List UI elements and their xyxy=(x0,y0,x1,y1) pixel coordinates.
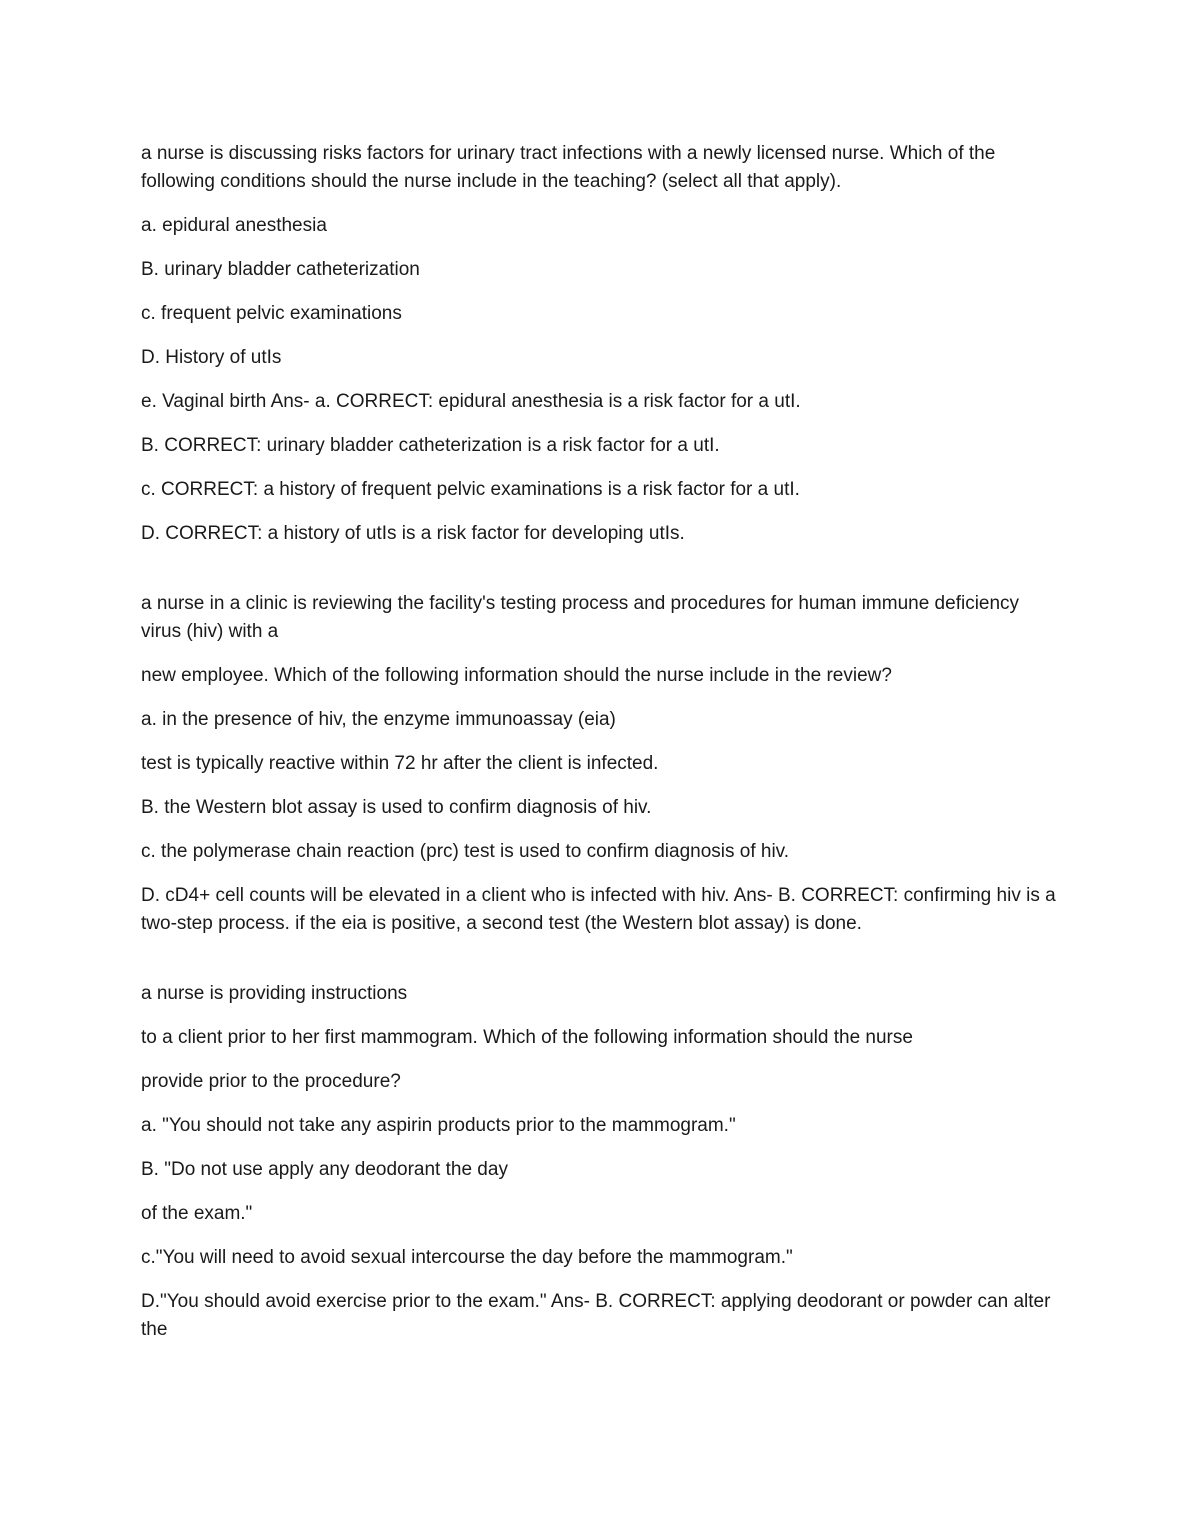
question-2-option-c: c. the polymerase chain reaction (prc) test is used to confirm diagnosis of hiv. xyxy=(141,841,790,862)
question-3-stem-end: provide prior to the procedure? xyxy=(141,1071,401,1092)
question-1-rationale-d: D. CORRECT: a history of utIs is a risk factor for developing utIs. xyxy=(141,523,685,544)
question-3-option-b: B. "Do not use apply any deodorant the day xyxy=(141,1159,508,1180)
question-2-option-a: a. in the presence of hiv, the enzyme immunoassay (eia) xyxy=(141,709,616,730)
question-2-stem: a nurse in a clinic is reviewing the facility's testing process and procedures for human immune deficiency virus (hiv) with a xyxy=(141,593,1020,642)
question-1-option-a: a. epidural anesthesia xyxy=(141,215,327,236)
question-2-option-a-continued: test is typically reactive within 72 hr after the client is infected. xyxy=(141,753,659,774)
question-3-option-c: c."You will need to avoid sexual intercourse the day before the mammogram." xyxy=(141,1247,793,1268)
question-1-option-e-answer: e. Vaginal birth Ans- a. CORRECT: epidural anesthesia is a risk factor for a utI. xyxy=(141,391,801,412)
question-3-option-a: a. "You should not take any aspirin products prior to the mammogram." xyxy=(141,1115,736,1136)
question-1 xyxy=(141,140,1056,548)
question-3-stem: a nurse is providing instructions xyxy=(141,983,408,1004)
question-3 xyxy=(141,980,1056,1344)
question-3-option-b-continued: of the exam." xyxy=(141,1203,253,1224)
question-1-rationale-c: c. CORRECT: a history of frequent pelvic examinations is a risk factor for a utI. xyxy=(141,479,800,500)
question-2-stem-continued: new employee. Which of the following information should the nurse include in the review? xyxy=(141,665,892,686)
question-1-stem: a nurse is discussing risks factors for urinary tract infections with a newly licensed nurse. Which of the following conditions should the nurse include in the teaching? (select all that apply). xyxy=(141,143,996,192)
question-2-option-b: B. the Western blot assay is used to confirm diagnosis of hiv. xyxy=(141,797,652,818)
question-1-option-b: B. urinary bladder catheterization xyxy=(141,259,420,280)
document-body xyxy=(141,140,1056,1360)
question-1-option-d: D. History of utIs xyxy=(141,347,282,368)
question-2-option-d-answer: D. cD4+ cell counts will be elevated in a client who is infected with hiv. Ans- B. CORRECT: confirming hiv is a two-step process. if the eia is positive, a second test (the Western blot assay) is done. xyxy=(141,885,1056,934)
question-3-stem-continued: to a client prior to her first mammogram. Which of the following information should the nurse xyxy=(141,1027,913,1048)
question-2 xyxy=(141,590,1056,938)
question-1-option-c: c. frequent pelvic examinations xyxy=(141,303,402,324)
question-1-rationale-b: B. CORRECT: urinary bladder catheterization is a risk factor for a utI. xyxy=(141,435,720,456)
question-3-option-d-answer: D."You should avoid exercise prior to the exam." Ans- B. CORRECT: applying deodorant or powder can alter the xyxy=(141,1291,1051,1340)
